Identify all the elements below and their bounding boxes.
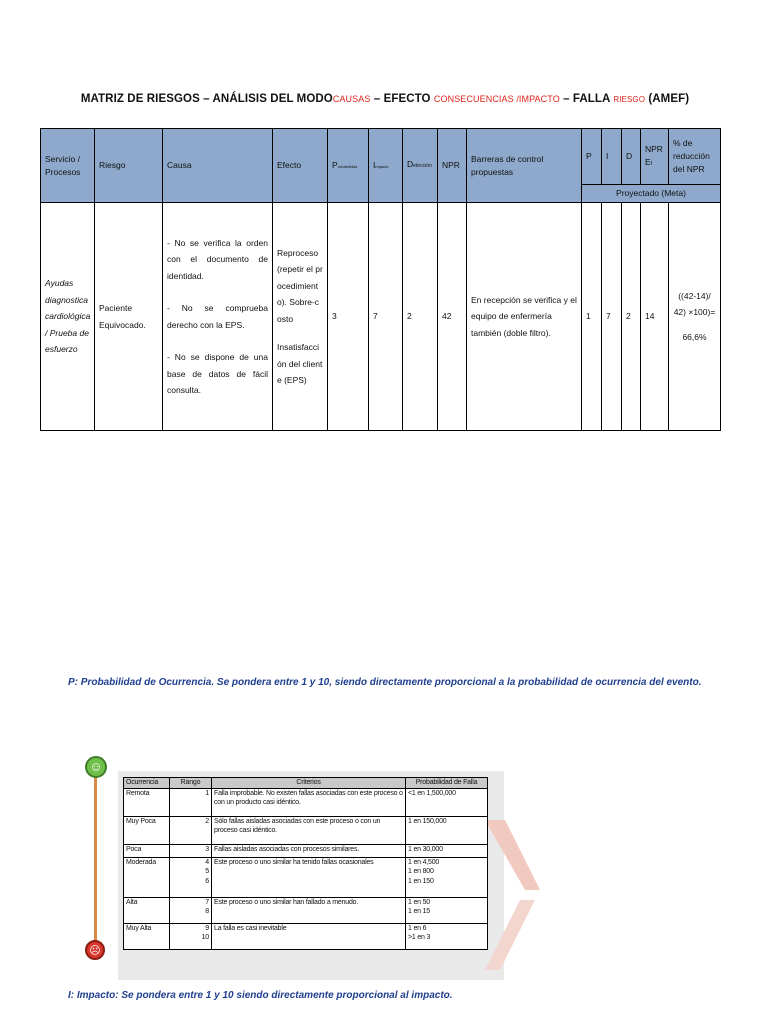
header-i: I xyxy=(602,129,622,185)
table-row xyxy=(41,203,721,431)
matrix-header-row xyxy=(41,129,721,185)
header-efecto: Efecto xyxy=(273,129,328,203)
header-deteccion: Detección xyxy=(403,129,438,203)
cell-npr-e: 14 xyxy=(641,203,669,431)
risk-matrix-table xyxy=(40,128,721,431)
cell-d: 2 xyxy=(622,203,641,431)
cell-efecto: Reproceso (repetir el procedimiento). Sobre-costo Insatisfacción del cliente (EPS) xyxy=(273,203,328,431)
document-title: MATRIZ DE RIESGOS – ANÁLISIS DEL MODOCAUSAS – EFECTO CONSECUENCIAS /IMPACTO – FALLA RIESGO (AMEF) xyxy=(80,93,690,105)
cell-barreras: En recepción se verifica y el equipo de enfermería también (doble filtro). xyxy=(467,203,582,431)
scale-bar xyxy=(94,776,97,943)
header-causa: Causa xyxy=(163,129,273,203)
header-probabilidad: Probabilidad xyxy=(328,129,369,203)
cell-impacto: 7 xyxy=(369,203,403,431)
header-ocurrencia: Ocurrencia xyxy=(124,778,170,789)
table-row: Poca 3 Fallas aisladas asociadas con procesos similares. 1 en 30,000 xyxy=(124,844,488,857)
header-rango: Rango xyxy=(170,778,212,789)
cell-npr: 42 xyxy=(438,203,467,431)
causa-item: - No se verifica la orden con el documento de identidad. xyxy=(167,237,268,281)
header-impacto: Impacto xyxy=(369,129,403,203)
table-row: Moderada 4 5 6 Este proceso o uno similar ha tenido fallas ocasionales 1 en 4,500 1 en 800 1 en 150 xyxy=(124,857,488,897)
cell-servicio: Ayudas diagnostica cardiológica / Prueba de esfuerzo xyxy=(41,203,95,431)
table-row: Muy Poca 2 Sólo fallas aisladas asociadas con este proceso o con un proceso casi idéntico. 1 en 150,000 xyxy=(124,816,488,844)
smiley-green-icon: ☺ xyxy=(85,756,107,778)
probability-description: P: Probabilidad de Ocurrencia. Se pondera entre 1 y 10, siendo directamente proporcional a la probabilidad de ocurrencia del evento. xyxy=(68,677,702,688)
cell-i: 7 xyxy=(602,203,622,431)
header-reduccion: % de reducción del NPR xyxy=(669,129,721,185)
header-criterios: Criterios xyxy=(212,778,406,789)
angry-red-icon: ☹ xyxy=(85,940,105,960)
header-riesgo: Riesgo xyxy=(95,129,163,203)
causa-item: - No se dispone de una base de datos de fácil consulta. xyxy=(167,352,268,395)
header-barreras: Barreras de control propuestas xyxy=(467,129,582,203)
cell-reduccion: ((42-14)/ 42) ×100)= 66,6% xyxy=(669,203,721,431)
decorative-shape xyxy=(480,820,540,970)
occurrence-table xyxy=(123,777,488,950)
causa-item: - No se comprueba derecho con la EPS. xyxy=(167,303,268,330)
header-prob-falla: Probabilidad de Falla xyxy=(406,778,488,789)
cell-p: 1 xyxy=(582,203,602,431)
header-npr: NPR xyxy=(438,129,467,203)
cell-riesgo: Paciente Equivocado. xyxy=(95,203,163,431)
header-d: D xyxy=(622,129,641,185)
cell-deteccion: 2 xyxy=(403,203,438,431)
cell-probabilidad: 3 xyxy=(328,203,369,431)
impact-description: I: Impacto: Se pondera entre 1 y 10 siendo directamente proporcional al impacto. xyxy=(68,990,453,1001)
header-proyectado: Proyectado (Meta) xyxy=(582,185,721,203)
header-p: P xyxy=(582,129,602,185)
cell-causas xyxy=(163,203,273,431)
header-servicio: Servicio / Procesos xyxy=(41,129,95,203)
table-row: Muy Alta 9 10 La falla es casi inevitable 1 en 6 >1 en 3 xyxy=(124,923,488,949)
header-npr-e: NPR Ef xyxy=(641,129,669,185)
table-row: Remota 1 Falla improbable. No existen fallas asociadas con este proceso o con un producto casi idéntico. <1 en 1,500,000 xyxy=(124,788,488,816)
table-row: Alta 7 8 Este proceso o uno similar han fallado a menudo. 1 en 50 1 en 15 xyxy=(124,897,488,923)
